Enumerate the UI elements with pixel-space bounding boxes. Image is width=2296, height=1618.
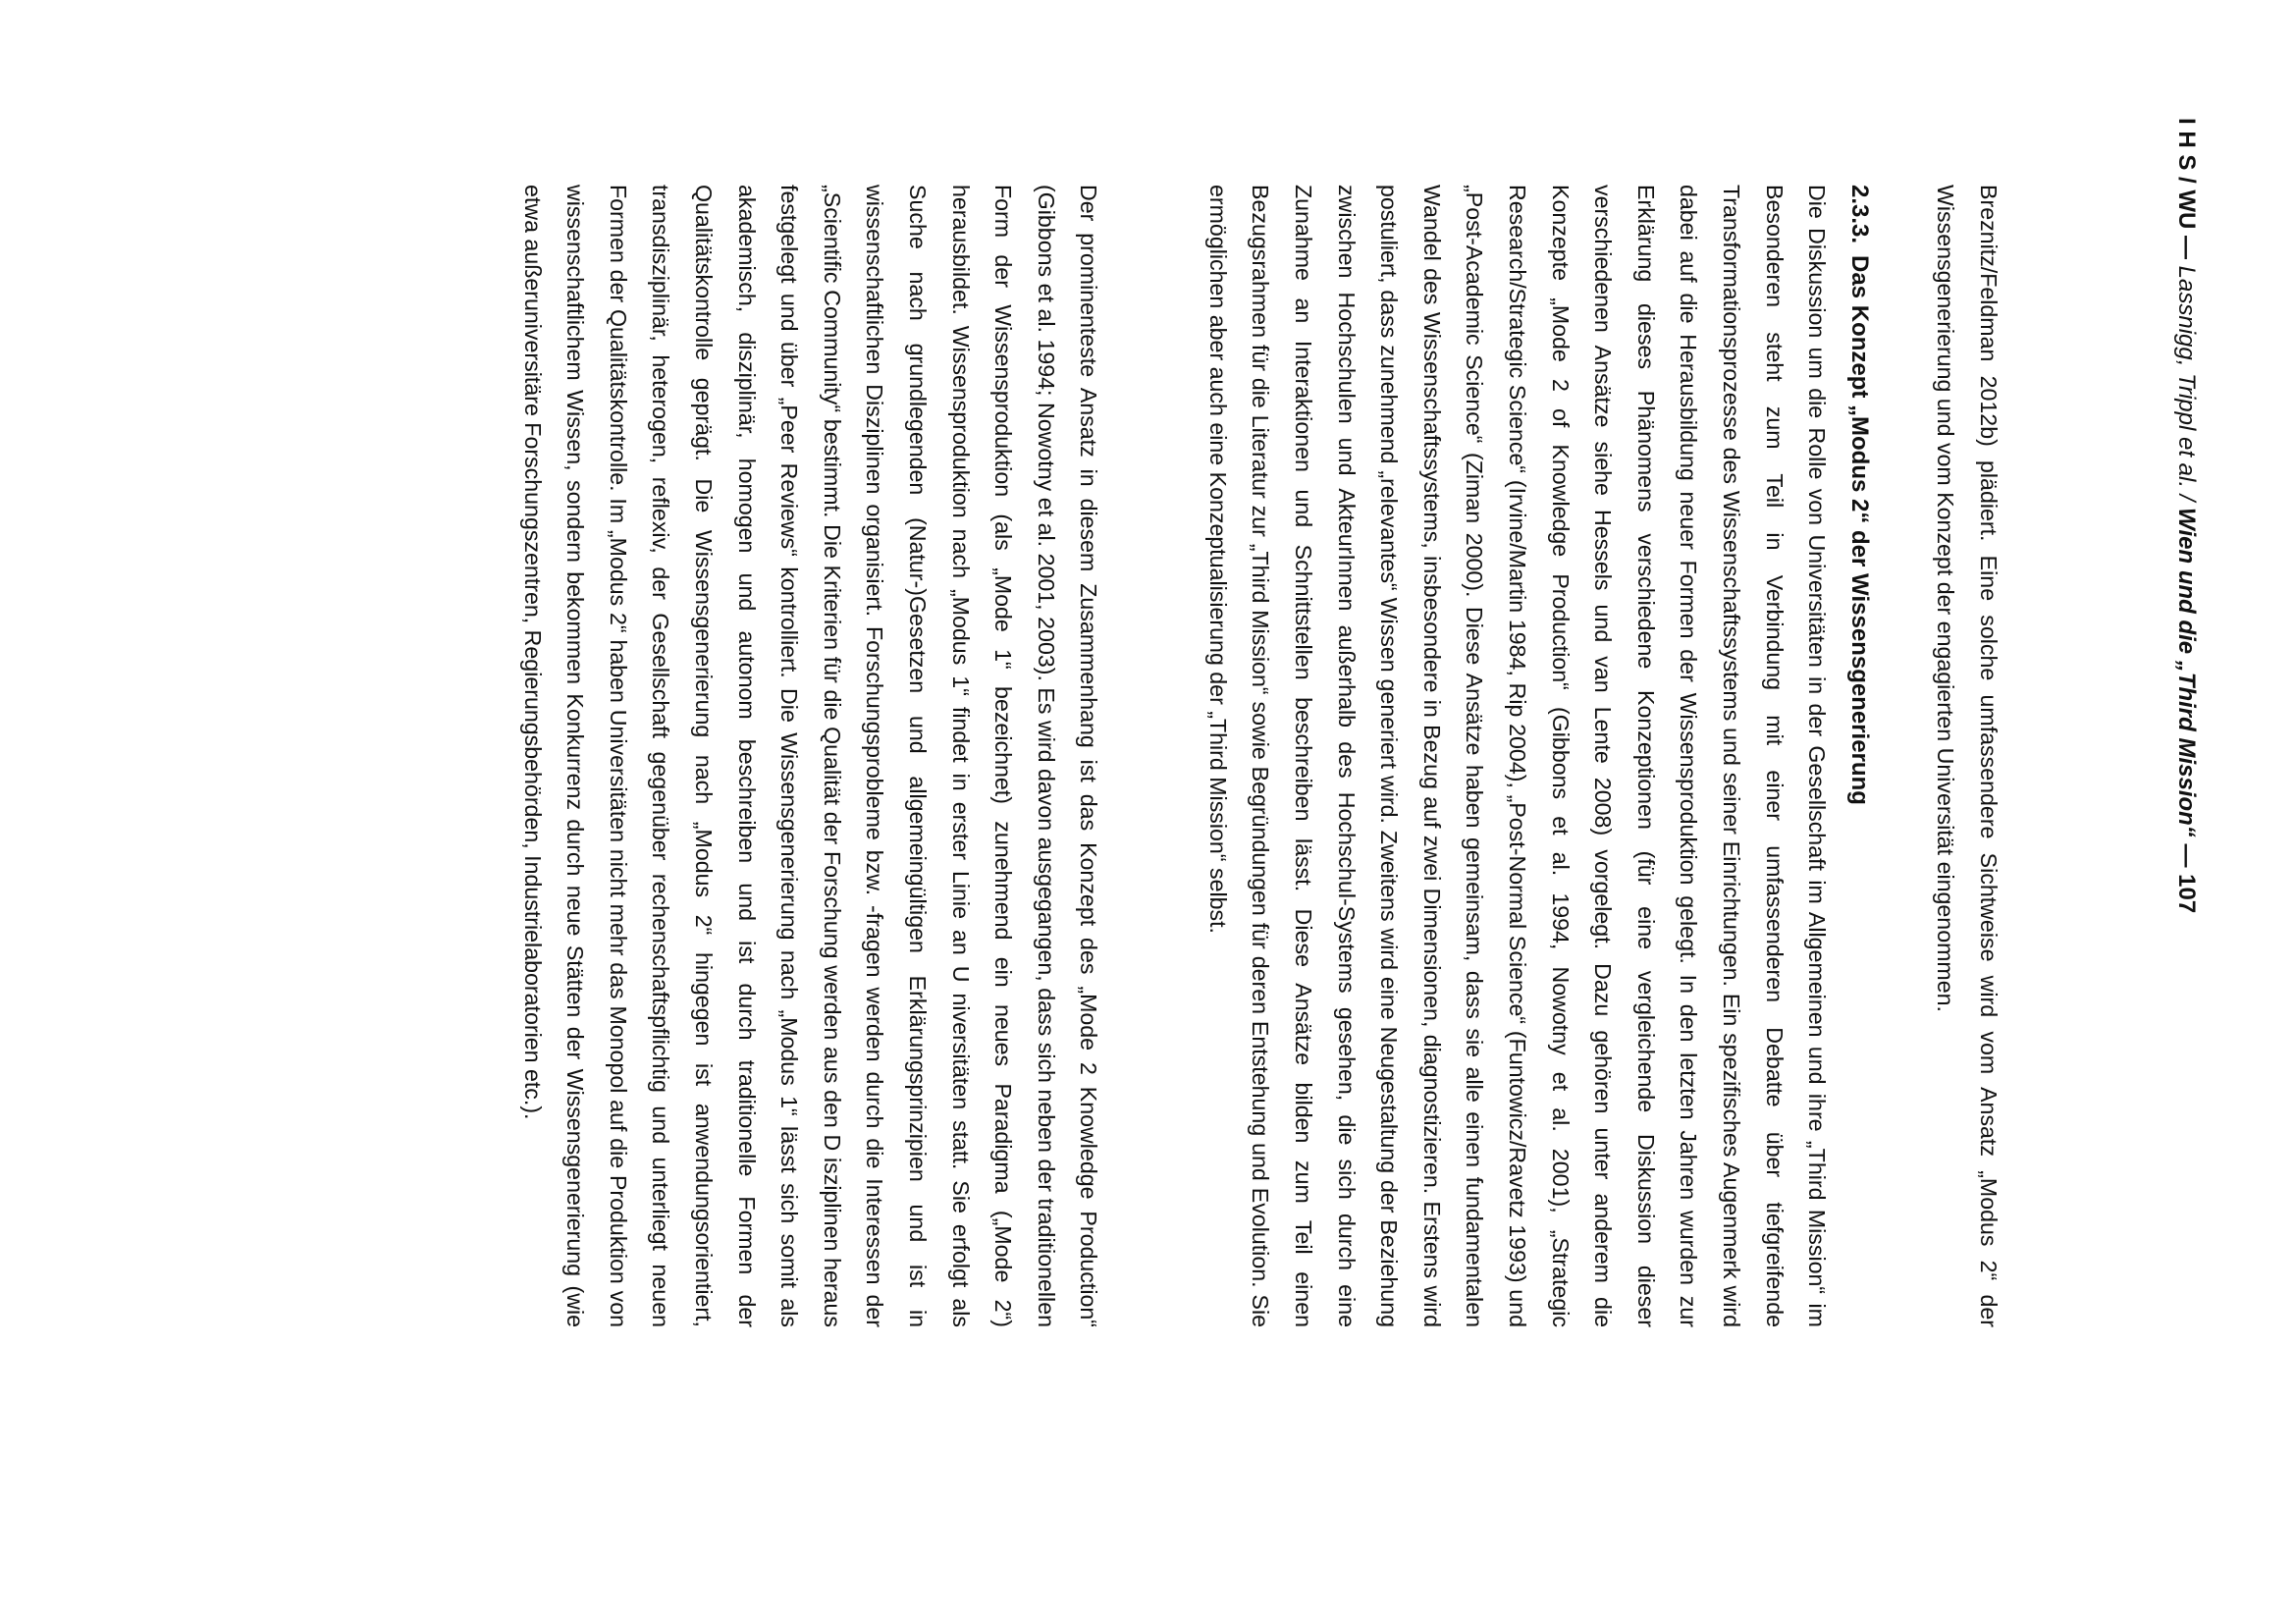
body-paragraph-2: Der prominenteste Ansatz in diesem Zusammenhang ist das Konzept des „Mode 2 Knowledge Production“ (Gibbons et al. 1994; Nowotny et al. 2001, 2003). Es wird davon ausgegangen, dass sich neben der traditionellen Form der Wissensproduktion (als „Mode 1“ bezeichnet) zunehmend ein neues Paradigma („Mode 2“) herausbildet. Wissensproduktion nach „Modus 1“ findet in erster Linie an U niversitäten statt. Sie erfolgt als Suche nach grundlegenden (Natur-)Gesetzen und allgemeingültigen Erklärungsprinzipien und ist in wissenschaftlichen Disziplinen organisiert. Forschungsprobleme bzw. -fragen werden durch die Interessen der „Scientific Community“ bestimmt. Die Kriterien für die Qualität der Forschung werden aus den D isziplinen heraus festgelegt und über „Peer Reviews“ kontrolliert. Die Wissensgenerierung nach „Modus 1“ lässt sich somit als akademisch, disziplinär, homogen und autonom beschreiben und ist durch traditionelle Formen der Qualitätskontrolle geprägt. Die Wissensgenerierung nach „Modus 2“ hingegen ist anwendungsorientiert, transdisziplinär, heterogen, reflexiv, der Gesellschaft gegenüber rechenschaftspflichtig und unterliegt neuen Formen der Qualitätskontrolle. Im „Modus 2“ haben Universitäten nicht mehr das Monopol auf die Produktion von wissenschaftlichem Wissen, sondern bekommen Konkurrenz durch neue Stätten der Wissensgenerierung (wie etwa außeruniversitäre Forschungszentren, Regierungsbehörden, Industrielaboratorien etc.).	[519, 185, 1102, 1327]
body-paragraph-1: Die Diskussion um die Rolle von Universitäten in der Gesellschaft im Allgemeinen und ihre „Third Mission“ im Besonderen steht zum Teil in Verbindung mit einer umfassenderen Debatte über tiefgreifende Transformationsprozesse des Wissenschaftssystems und seiner Einrichtungen. Ein spezifisches Augenmerk wird dabei auf die Herausbildung neuer Formen der Wissensproduktion gelegt. In den letzten Jahren wurden zur Erklärung dieses Phänomens verschiedene Konzeptionen (für eine vergleichende Diskussion dieser verschiedenen Ansätze siehe Hessels und van Lente 2008) vorgelegt. Dazu gehören unter anderem die Konzepte „Mode 2 of Knowledge Production“ (Gibbons et al. 1994, Nowotny et al. 2001), „Strategic Research/Strategic Science“ (Irvine/Martin 1984, Rip 2004), „Post-Normal Science“ (Funtowicz/Ravetz 1993) und „Post-Academic Science“ (Ziman 2000). Diese Ansätze haben gemeinsam, dass sie alle einen fundamentalen Wandel des Wissenschaftssystems, insbesondere in Bezug auf zwei Dimensionen, diagnostizieren. Erstens wird postuliert, dass zunehmend „relevantes“ Wissen generiert wird. Zweitens wird eine Neugestaltung der Beziehung zwischen Hochschulen und AkteurInnen außerhalb des Hochschul-Systems gesehen, die sich durch eine Zunahme an Interaktionen und Schnittstellen beschreiben lässt. Diese Ansätze bilden zum Teil einen Bezugsrahmen für die Literatur zur „Third Mission“ sowie Begründungen für deren Entstehung und Evolution. Sie ermöglichen aber auch eine Konzeptualisierung der „Third Mission“ selbst.	[1204, 185, 1831, 1327]
header-authors: Lassnigg, Trippl et al.	[2173, 265, 2200, 489]
header-org: I H S / WU —	[2173, 118, 2200, 259]
page-number: — 107	[2173, 836, 2200, 914]
section-title: Das Konzept „Modus 2“ der Wissensgenerierung	[1845, 255, 1873, 805]
section-heading	[1838, 185, 1881, 1327]
running-header	[2170, 118, 2202, 913]
intro-paragraph: Breznitz/Feldman 2012b) plädiert. Eine solche umfassendere Sichtweise wird vom Ansatz „Modus 2“ der Wissensgenerierung und vom Konzept der engagierten Universität eingenommen.	[1933, 185, 2002, 1327]
header-separator: /	[2173, 488, 2200, 509]
page-body	[510, 185, 2009, 1327]
section-number: 2.3.3.	[1845, 185, 1873, 244]
header-title: Wien und die „Third Mission“	[2173, 508, 2200, 837]
